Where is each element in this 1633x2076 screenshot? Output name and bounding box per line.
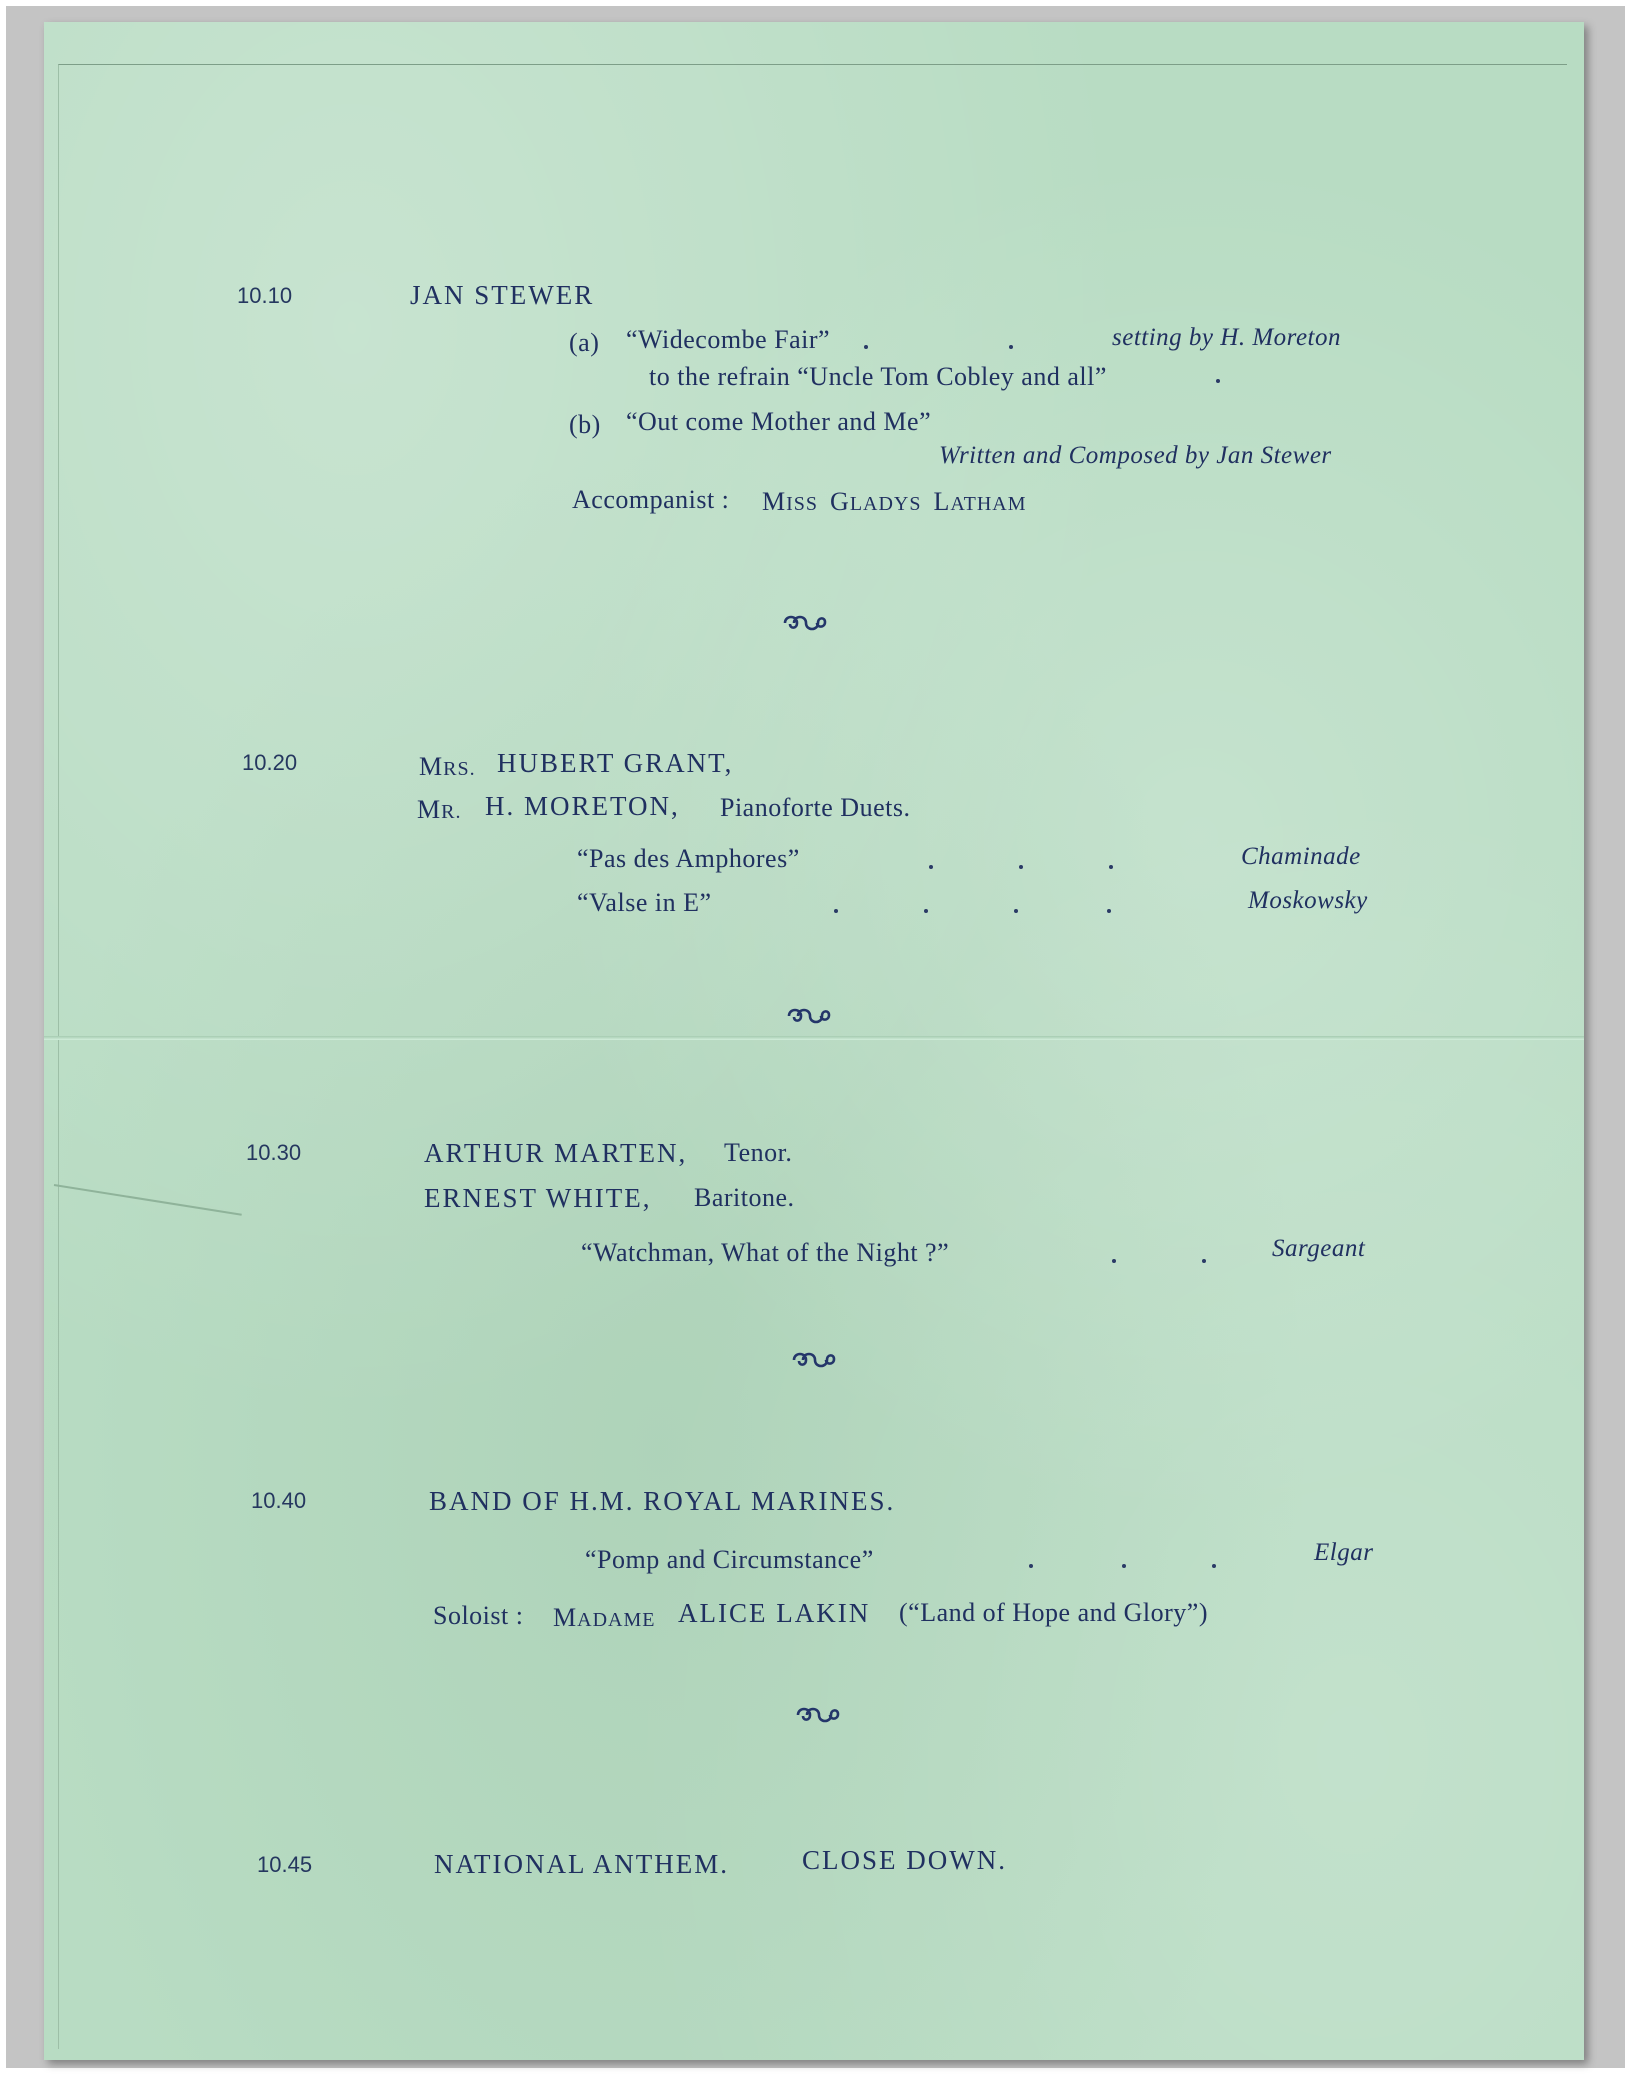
part-label: (b) — [569, 410, 601, 439]
leader-dot — [1009, 345, 1013, 349]
part-label: (a) — [569, 328, 600, 357]
leader-dot — [1122, 1564, 1126, 1568]
performer-name: H. MORETON, — [485, 791, 680, 821]
scroll-ornament-icon — [794, 1704, 844, 1726]
piece-title: “Pomp and Circumstance” — [585, 1545, 874, 1574]
performer-name: JAN STEWER — [410, 280, 595, 310]
piece-credit: Written and Composed by Jan Stewer — [939, 442, 1332, 469]
soloist-name: ALICE LAKIN — [678, 1598, 871, 1628]
piece-composer: Chaminade — [1241, 843, 1361, 870]
soloist-song: (“Land of Hope and Glory”) — [899, 1598, 1208, 1627]
scroll-ornament-icon — [781, 612, 831, 634]
accompanist-name: MISS GLADYS LATHAM — [762, 487, 1027, 516]
piece-title: “Valse in E” — [577, 888, 712, 917]
performer-name: ERNEST WHITE, — [424, 1183, 652, 1213]
accompanist-label: Accompanist : — [572, 485, 730, 514]
performer-role: Tenor. — [724, 1138, 793, 1167]
piece-composer: Sargeant — [1272, 1235, 1366, 1262]
leader-dot — [1014, 909, 1018, 913]
leader-dot — [1019, 865, 1023, 869]
program-sheet — [44, 22, 1584, 2060]
soloist-prefix: MADAME — [553, 1603, 656, 1632]
performer-name: HUBERT GRANT, — [497, 748, 734, 778]
piece-title: “Out come Mother and Me” — [626, 407, 932, 436]
performer-name: ARTHUR MARTEN, — [424, 1138, 688, 1168]
leader-dot — [834, 909, 838, 913]
leader-dot — [1216, 379, 1220, 383]
piece-credit: setting by H. Moreton — [1112, 324, 1341, 351]
leader-dot — [1029, 1564, 1033, 1568]
piece-composer: Elgar — [1314, 1539, 1374, 1566]
piece-composer: Moskowsky — [1248, 887, 1368, 914]
leader-dot — [1112, 1259, 1116, 1263]
item-time: 10.20 — [242, 750, 298, 775]
piece-title: “Pas des Amphores” — [577, 844, 800, 873]
leader-dot — [1109, 865, 1113, 869]
leader-dot — [864, 345, 868, 349]
leader-dot — [1202, 1259, 1206, 1263]
performer-role: Pianoforte Duets. — [720, 793, 911, 822]
performer-name: BAND OF H.M. ROYAL MARINES. — [429, 1486, 896, 1516]
item-time: 10.45 — [257, 1852, 313, 1877]
leader-dot — [929, 865, 933, 869]
performer-name: NATIONAL ANTHEM. — [434, 1849, 729, 1879]
refrain-line: to the refrain “Uncle Tom Cobley and all” — [649, 362, 1107, 391]
closing-text: CLOSE DOWN. — [802, 1845, 1007, 1875]
scroll-ornament-icon — [785, 1005, 835, 1027]
scroll-ornament-icon — [790, 1349, 840, 1371]
fold-line — [44, 1036, 1584, 1040]
item-time: 10.30 — [246, 1140, 302, 1165]
piece-title: “Widecombe Fair” — [626, 325, 831, 354]
performer-prefix: MRS. — [419, 752, 476, 781]
item-time: 10.10 — [237, 283, 293, 308]
leader-dot — [1107, 909, 1111, 913]
leader-dot — [1212, 1564, 1216, 1568]
leader-dot — [924, 909, 928, 913]
performer-role: Baritone. — [694, 1183, 795, 1212]
performer-prefix: MR. — [417, 795, 462, 824]
item-time: 10.40 — [251, 1488, 307, 1513]
piece-title: “Watchman, What of the Night ?” — [581, 1238, 950, 1267]
soloist-label: Soloist : — [433, 1601, 524, 1630]
